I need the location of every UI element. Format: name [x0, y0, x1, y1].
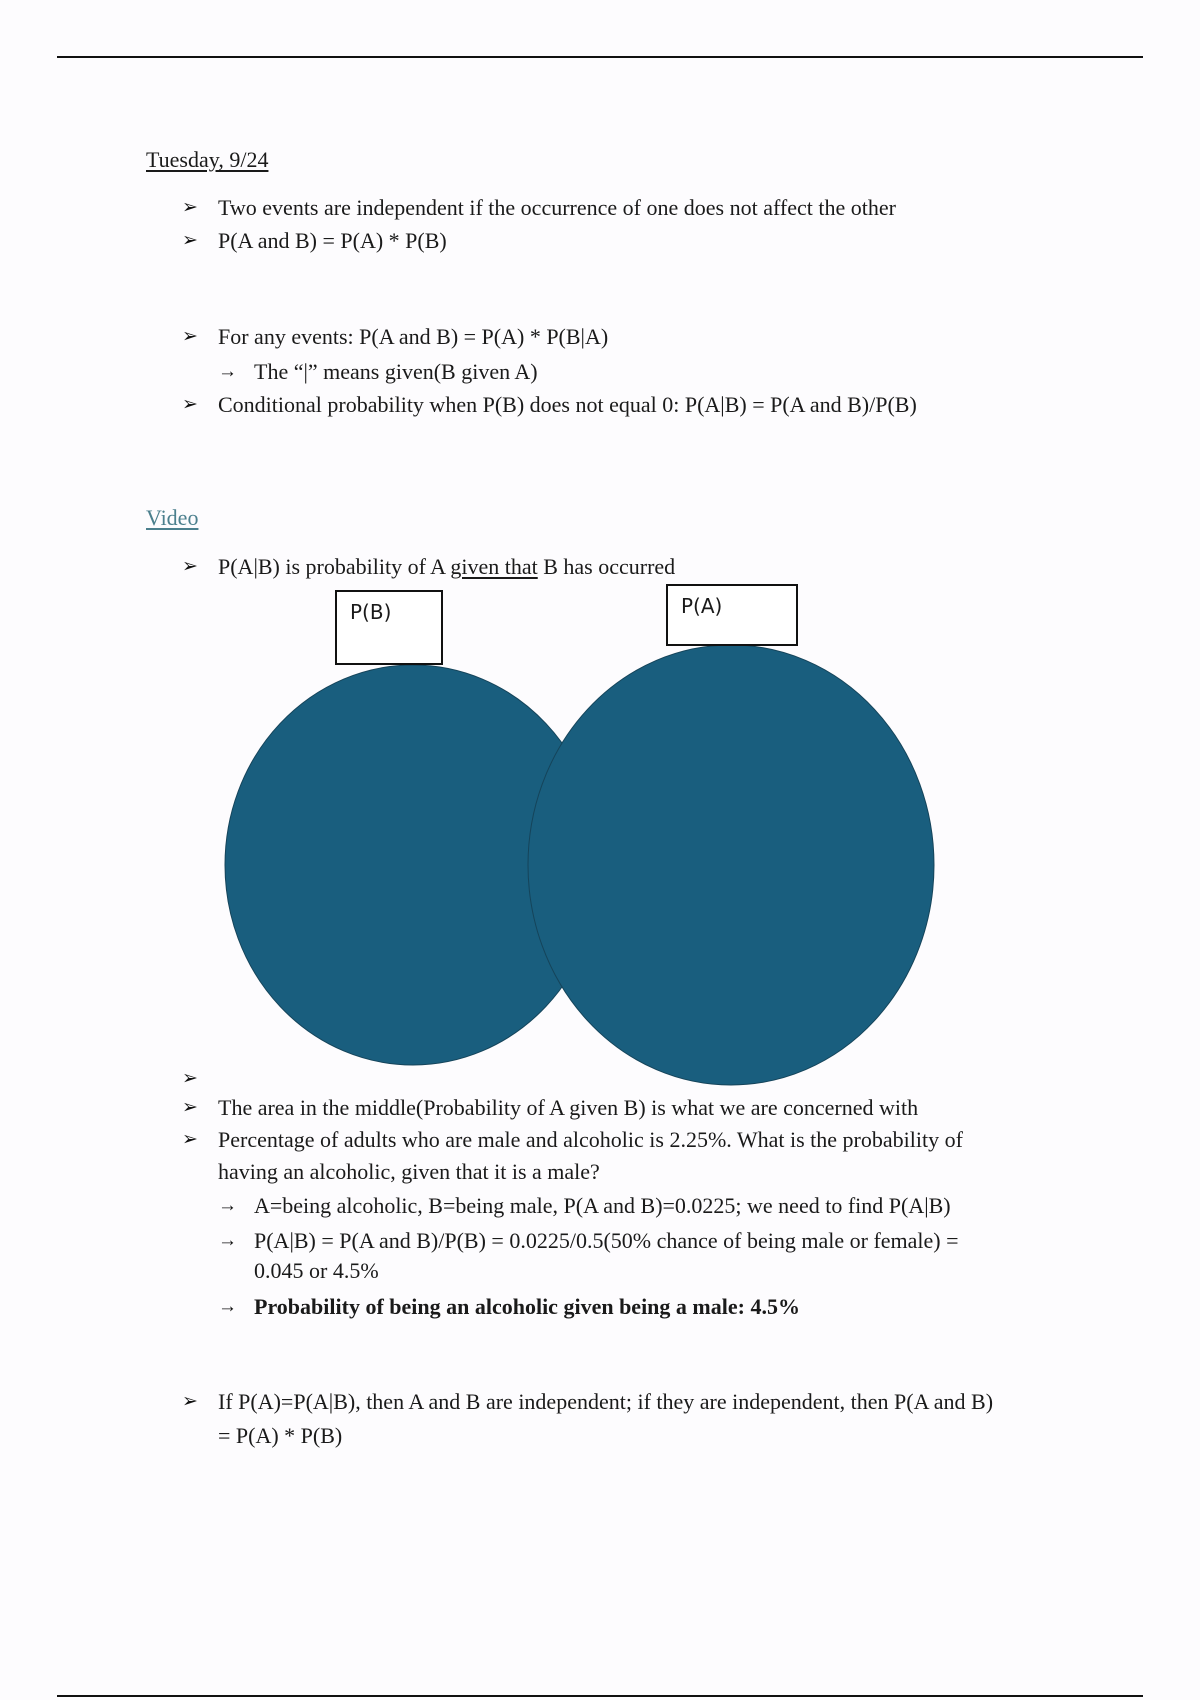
- example-calculation-line2: 0.045 or 4.5%: [254, 1258, 379, 1283]
- bullet-icon: ➢: [182, 1129, 198, 1150]
- arrow-icon: →: [218, 361, 237, 382]
- independence-test-line2: = P(A) * P(B): [218, 1423, 343, 1448]
- bullet-icon: ➢: [182, 556, 198, 577]
- given-that-underlined: given that: [450, 554, 538, 579]
- middle-area-note: The area in the middle(Probability of A given B) is what we are concerned with: [218, 1095, 919, 1120]
- bullet-icon: ➢: [182, 326, 198, 347]
- bullet-icon: ➢: [182, 230, 198, 251]
- arrow-icon: →: [218, 1195, 237, 1216]
- conditional-definition: P(A|B) is probability of A given that B has occurred: [218, 554, 676, 579]
- bullet-icon: ➢: [182, 197, 198, 218]
- date-heading: Tuesday, 9/24: [146, 147, 269, 172]
- independence-test-line1: If P(A)=P(A|B), then A and B are independent; if they are independent, then P(A and B): [218, 1389, 994, 1414]
- venn-diagram: [210, 640, 950, 1090]
- label-p-of-a: P(A): [666, 584, 798, 646]
- example-definitions: A=being alcoholic, B=being male, P(A and B)=0.0225; we need to find P(A|B): [254, 1193, 951, 1218]
- arrow-icon: →: [218, 1230, 237, 1251]
- example-question-line1: Percentage of adults who are male and alcoholic is 2.25%. What is the probability of: [218, 1127, 963, 1152]
- example-calculation-line1: P(A|B) = P(A and B)/P(B) = 0.0225/0.5(50% chance of being male or female) =: [254, 1228, 959, 1253]
- independence-definition: Two events are independent if the occurrence of one does not affect the other: [218, 195, 896, 220]
- top-rule: [57, 56, 1143, 58]
- arrow-icon: →: [218, 1296, 237, 1317]
- general-formula: For any events: P(A and B) = P(A) * P(B|A): [218, 324, 609, 349]
- bottom-rule: [57, 1695, 1143, 1697]
- independence-formula: P(A and B) = P(A) * P(B): [218, 228, 447, 253]
- label-p-of-b: P(B): [335, 590, 443, 665]
- conditional-formula: Conditional probability when P(B) does not equal 0: P(A|B) = P(A and B)/P(B): [218, 392, 917, 417]
- bullet-icon: ➢: [182, 394, 198, 415]
- example-question-line2: having an alcoholic, given that it is a male?: [218, 1159, 600, 1184]
- example-answer: Probability of being an alcoholic given being a male: 4.5%: [254, 1294, 800, 1319]
- bullet-icon: ➢: [182, 1391, 198, 1412]
- bullet-icon: ➢: [182, 1068, 198, 1089]
- venn-circle-a: [528, 645, 934, 1085]
- bullet-icon: ➢: [182, 1097, 198, 1118]
- video-link[interactable]: Video: [146, 505, 199, 530]
- given-explanation: The “|” means given(B given A): [254, 359, 538, 384]
